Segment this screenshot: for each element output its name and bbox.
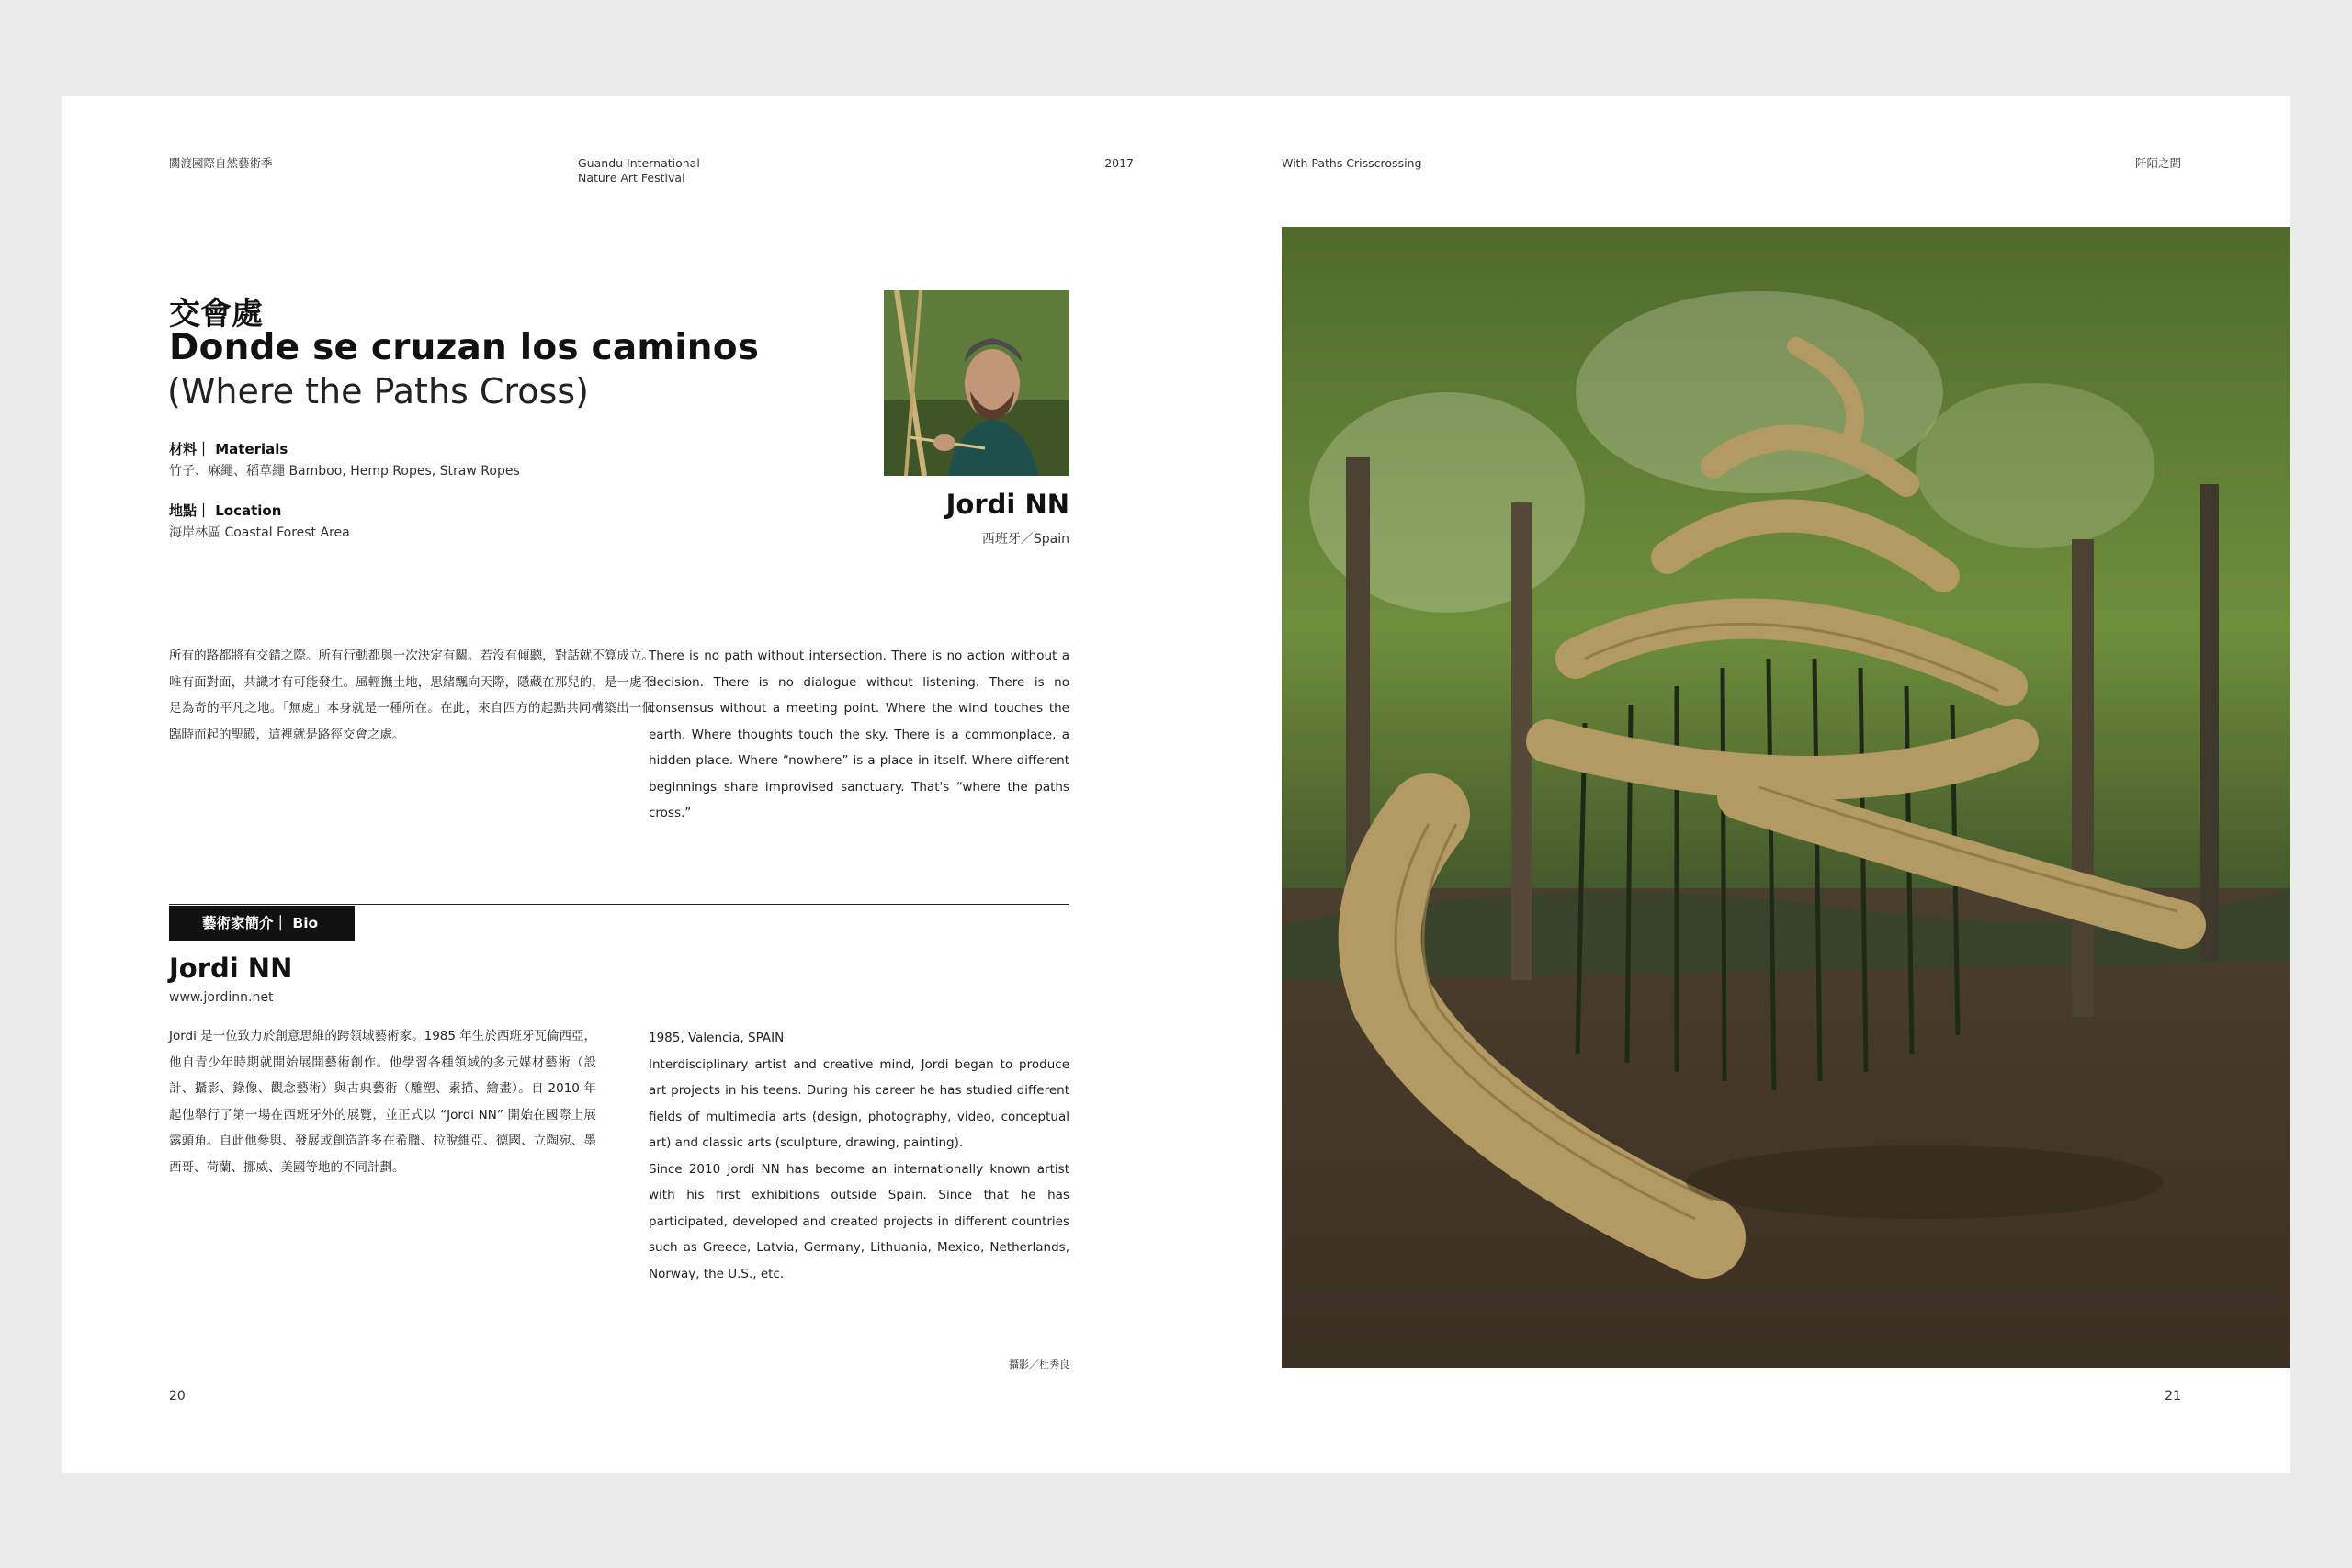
location-value: 海岸林區 Coastal Forest Area	[169, 525, 350, 540]
header-theme-en: With Paths Crisscrossing	[1282, 156, 1422, 170]
bio-zh: Jordi 是一位致力於創意思維的跨領域藝術家。1985 年生於西班牙瓦倫西亞，他自青少年時期就開始展開藝術創作。他學習各種領域的多元媒材藝術（設計、攝影、錄像、觀念藝術）與古典藝術（雕塑、素描、繪畫）。自 2010 年起他舉行了第一場在西班牙外的展覽，並正式以 “Jordi NN” 開始在國際上展露頭角。自此他參與、發展或創造許多在希臘、拉脫維亞、德國、立陶宛、墨西哥、荷蘭、挪威、美國等地的不同計劃。	[169, 1029, 596, 1175]
magazine-spread	[62, 96, 2290, 1473]
statement-zh: 所有的路都將有交錯之際。所有行動都與一次決定有關。若沒有傾聽，對話就不算成立。唯有面對面，共識才有可能發生。風輕撫土地，思緒飄向天際，隱藏在那兒的，是一處不足為奇的平凡之地。「無處」本身就是一種所在。在此，來自四方的起點共同構築出一個臨時而起的聖殿，這裡就是路徑交會之處。	[169, 649, 654, 742]
bio-url: www.jordinn.net	[169, 990, 274, 1005]
section-divider	[169, 904, 1069, 905]
artwork-photo	[1282, 227, 2290, 1368]
artist-portrait	[884, 290, 1069, 476]
artwork-title-zh: 交會處	[169, 296, 263, 333]
bio-en-origin: 1985, Valencia, SPAIN	[649, 1031, 785, 1045]
header-festival-zh: 關渡國際自然藝術季	[169, 156, 273, 170]
bio-artist-name: Jordi NN	[169, 953, 293, 984]
location-label: 地點｜ Location	[169, 502, 282, 519]
header-year: 2017	[1104, 156, 1134, 170]
page-number-left: 20	[169, 1389, 186, 1404]
artwork-title-es: Donde se cruzan los caminos	[169, 327, 760, 368]
photo-credit: 攝影／杜秀良	[1009, 1359, 1069, 1371]
page-number-right: 21	[2165, 1389, 2181, 1404]
artist-country: 西班牙／Spain	[981, 532, 1069, 547]
materials-value: 竹子、麻繩、稻草繩 Bamboo, Hemp Ropes, Straw Ropes	[169, 464, 520, 479]
header-theme-zh: 阡陌之間	[2134, 156, 2181, 170]
artwork-title-en: (Where the Paths Cross)	[167, 371, 589, 412]
bio-tab: 藝術家簡介｜ Bio	[169, 906, 355, 941]
header-festival-en: Guandu International Nature Art Festival	[578, 156, 700, 185]
artist-name: Jordi NN	[945, 489, 1069, 520]
statement-en: There is no path without intersection. There is no action without a decision. There is no dialogue without listening. There is no consensus without a meeting point. Where the wind touches the earth. Where thoughts touch the sky. There is a commonplace, a hidden place. Where “nowhere” is a place in itself. Where different beginnings share improvised sanctuary. That's “where the paths cross.”	[649, 649, 1069, 820]
bio-en-paragraph-1: Interdisciplinary artist and creative mind, Jordi began to produce art projects in his teens. During his career he has studied different fields of multimedia arts (design, photography, video, conceptual art) and classic arts (sculpture, drawing, painting).	[649, 1056, 1069, 1150]
bio-en	[649, 1025, 1069, 1287]
materials-label: 材料｜ Materials	[169, 441, 288, 457]
bio-en-paragraph-2: Since 2010 Jordi NN has become an internationally known artist with his first exhibitions outside Spain. Since that he has participated, developed and created projects in different countries such as Greece, Latvia, Germany, Lithuania, Mexico, Netherlands, Norway, the U.S., etc.	[649, 1161, 1069, 1281]
